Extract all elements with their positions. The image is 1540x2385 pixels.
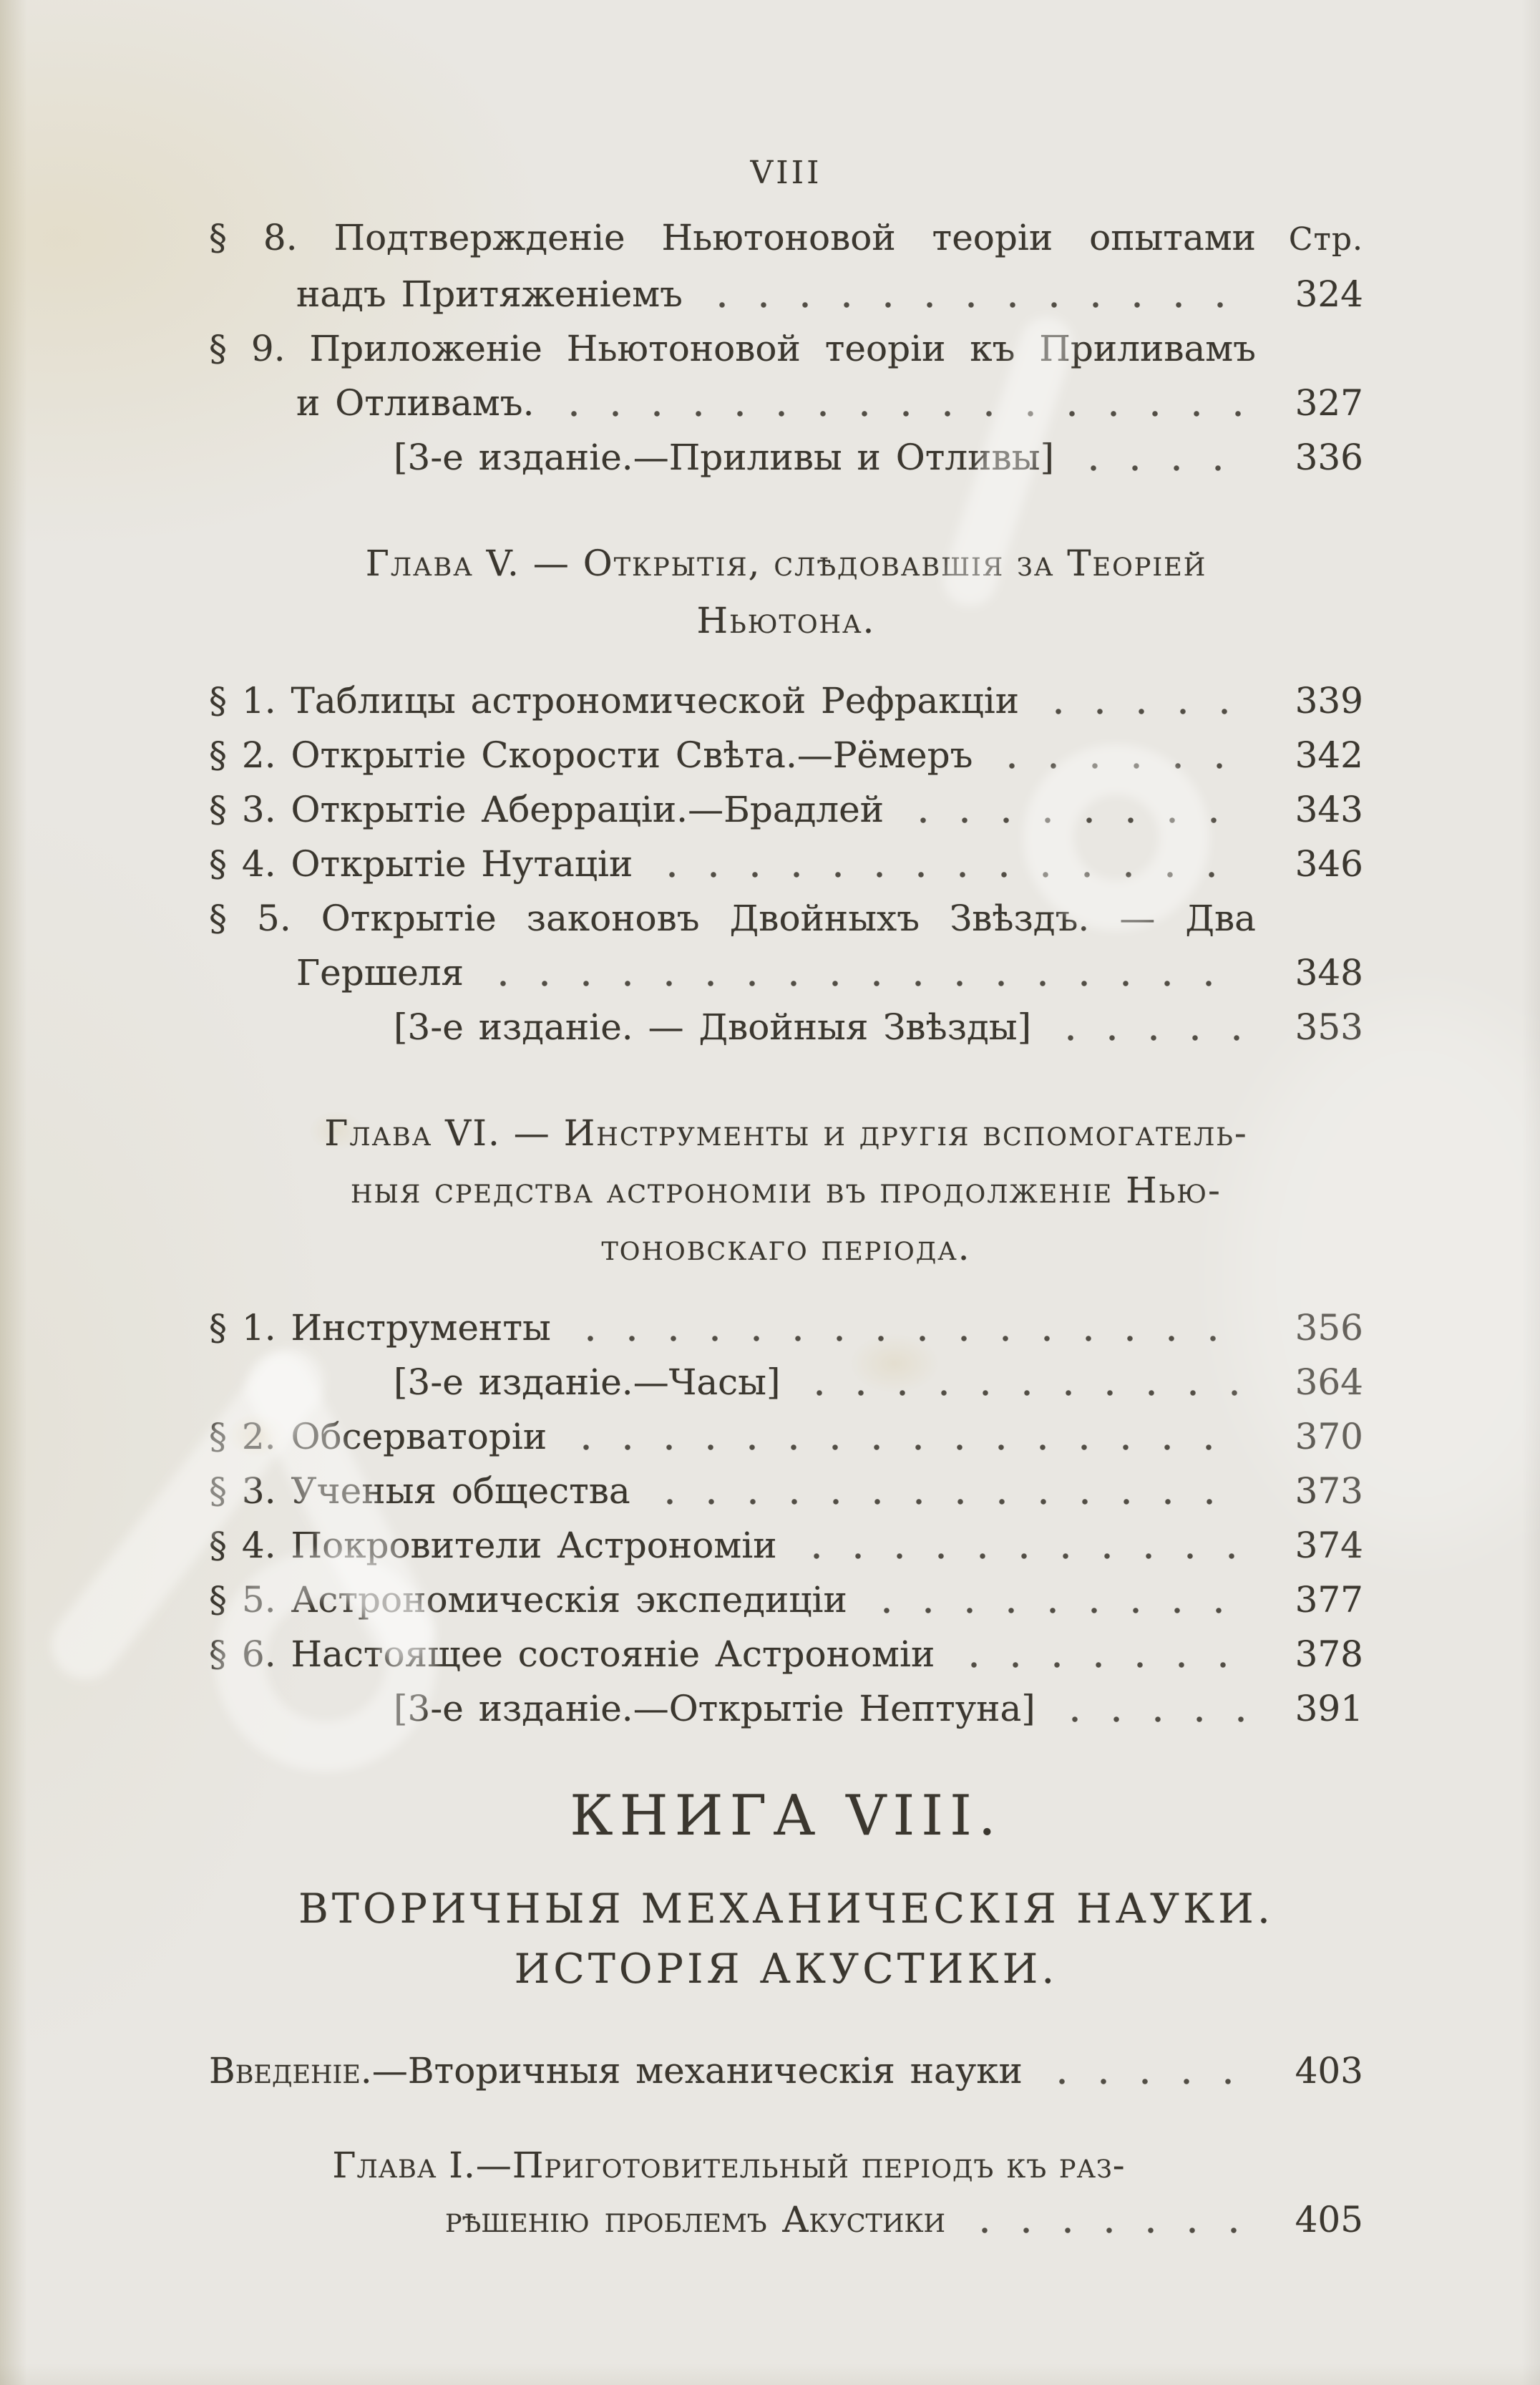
heading-line: ныя средства астрономіи въ продолженіе Нью- [351,1170,1222,1211]
entry-label: § 3. Открытіе Аберраціи.—Брадлей [209,789,884,830]
entry-label: § 4. Покровители Астрономіи [209,1525,777,1566]
entry-label: [3-е изданіе. — Двойныя Звѣзды] [394,1006,1032,1048]
page-number: 346 [1295,843,1363,885]
toc-entry [209,782,1363,837]
page-number: 339 [1295,680,1363,722]
entry-label: рѣшенію проблемъ Акустики [445,2199,945,2240]
entry-label: § 5. Открытіе законовъ Двойныхъ Звѣздъ. — Два [209,898,1256,939]
page-number: 364 [1295,1361,1363,1403]
page-number: 378 [1295,1633,1363,1675]
dot-leader [898,814,1246,827]
entry-lead-word: Введеніе. [209,2050,372,2092]
chapter-heading [209,1104,1363,1276]
heading-line: Глава V. — Открытія, слѣдовавшія за Теоріей [365,543,1207,584]
entry-label: § 1. Инструменты [209,1307,551,1349]
toc-entry [209,891,1363,946]
chapter-heading: Глава I.—Приготовительный періодъ къ раз- [332,2144,1126,2186]
toc-entry [209,674,1363,728]
entry-label: [3-е изданіе.—Приливы и Отливы] [394,437,1054,478]
book-title: КНИГА VIII. [570,1784,1003,1848]
dot-leader [987,759,1246,772]
entry-label: § 9. Приложеніе Ньютоновой теоріи къ Приливамъ [209,328,1256,369]
dot-leader [549,407,1246,420]
entry-label: [3-е изданіе.—Часы] [394,1361,781,1403]
page-number: 327 [1295,382,1363,424]
page-number: 348 [1295,952,1363,994]
page-number: 343 [1295,789,1363,830]
entry-label: § 6. Настоящее состояніе Астрономіи [209,1633,935,1675]
toc-entry [209,728,1363,782]
toc-entry [209,1573,1363,1627]
dot-leader [1046,1031,1246,1044]
book-subtitle [209,1879,1363,1999]
toc-entry [209,210,1363,267]
page-number: 336 [1295,437,1363,478]
page-number: 403 [1295,2050,1363,2092]
page-number: 391 [1295,1688,1363,1729]
toc-entry-continuation [209,376,1363,430]
entry-label: Введеніе.—Вторичныя механическія науки [209,2050,1023,2092]
dot-leader [1033,705,1246,718]
toc-entry-continuation [209,267,1363,321]
page-number: 353 [1295,1006,1363,1048]
toc-entry-continuation [209,946,1363,1000]
dot-leader [862,1604,1246,1617]
dot-leader [645,1495,1246,1508]
entry-label: Гершеля [296,952,464,994]
dot-leader [960,2224,1246,2237]
dot-leader [791,1550,1246,1563]
page-number: 377 [1295,1579,1363,1621]
entry-label: § 1. Таблицы астрономической Рефракціи [209,680,1020,722]
page-number: 324 [1295,273,1363,315]
toc-entry-edition-note [209,430,1363,485]
entry-label: и Отливамъ. [296,382,535,424]
heading-line: ВТОРИЧНЫЯ МЕХАНИЧЕСКІЯ НАУКИ. [298,1885,1274,1933]
column-header-page: Стр. [1288,221,1363,258]
dot-leader [1037,2075,1246,2088]
dot-leader [794,1386,1246,1399]
entry-label: § 5. Астрономическія экспедиціи [209,1579,847,1621]
heading-line: тоновскаго періода. [601,1227,971,1268]
dot-leader [949,1658,1246,1671]
heading-line: Глава VI. — Инструменты и другія вспомогатель- [324,1112,1248,1154]
page-number: 356 [1295,1307,1363,1349]
toc-entry-edition-note [209,1681,1363,1736]
toc-entry-edition-note [209,1000,1363,1054]
dot-leader [565,1332,1246,1345]
table-of-contents [209,210,1363,2247]
page-folio: VIII [750,155,822,191]
dot-leader [647,868,1246,881]
page-number: 342 [1295,734,1363,776]
entry-label: § 2. Обсерваторіи [209,1416,547,1457]
entry-label: [3-е изданіе.—Открытіе Нептуна] [394,1688,1035,1729]
page-number: 374 [1295,1525,1363,1566]
dot-leader [1050,1713,1246,1726]
toc-entry [209,837,1363,891]
dot-leader [697,298,1246,311]
toc-entry [209,1464,1363,1518]
toc-entry [209,1627,1363,1681]
dot-leader [478,977,1246,990]
toc-entry [209,1518,1363,1573]
toc-entry [209,1409,1363,1464]
introduction-entry [209,2044,1363,2098]
dot-leader [561,1441,1246,1454]
entry-label: § 4. Открытіе Нутаціи [209,843,633,885]
page-number: 373 [1295,1470,1363,1512]
page-number: 405 [1295,2199,1363,2240]
entry-label: § 8. Подтвержденіе Ньютоновой теоріи опытами [209,217,1256,258]
toc-entry-edition-note [209,1355,1363,1409]
entry-label: надъ Притяженіемъ [296,273,683,315]
chapter-heading [209,535,1363,649]
dot-leader [1068,462,1246,475]
heading-line: ИСТОРІЯ АКУСТИКИ. [514,1946,1058,1993]
entry-label: § 3. Ученыя общества [209,1470,630,1512]
toc-entry [209,1301,1363,1355]
entry-label: § 2. Открытіе Скорости Свѣта.—Рёмеръ [209,734,973,776]
heading-line: Ньютона. [696,600,876,641]
page-number: 370 [1295,1416,1363,1457]
toc-entry [209,321,1363,376]
chapter-heading-continuation [209,2192,1363,2247]
